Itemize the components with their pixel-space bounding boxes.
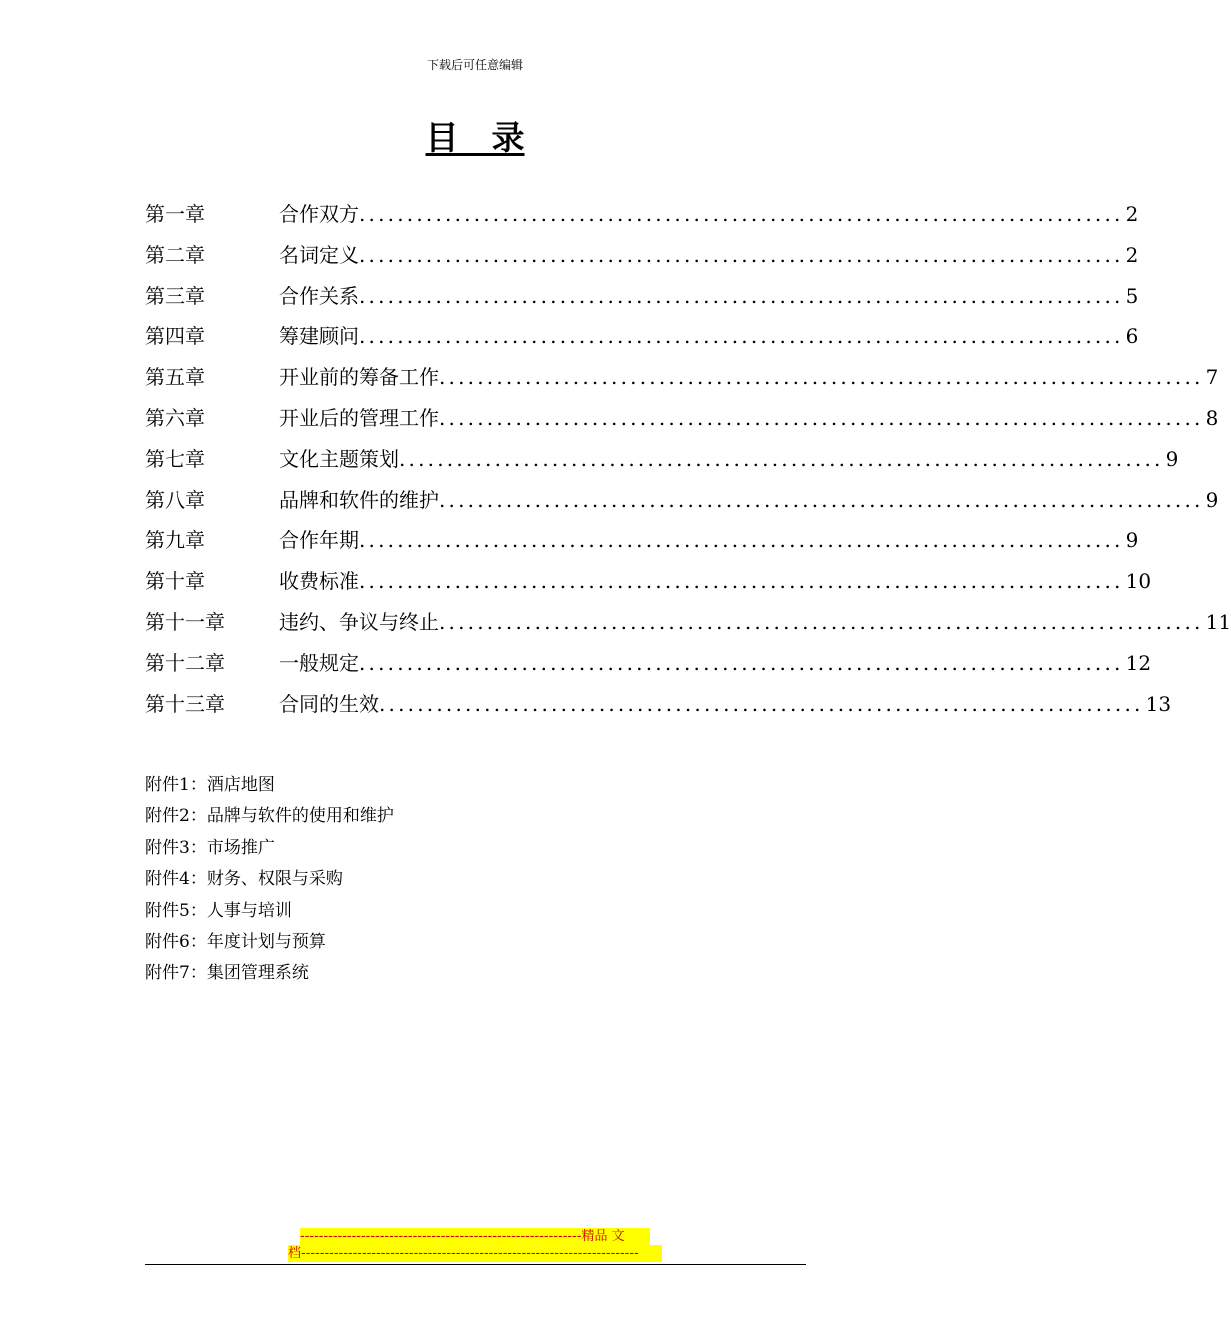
- appendix-item[interactable]: 附件2：品牌与软件的使用和维护: [145, 806, 394, 827]
- toc-leader-dots: ................................................................................: [359, 650, 1124, 675]
- toc-page-number: 2: [1125, 202, 1139, 226]
- toc-chapter-number: 第九章: [145, 528, 205, 553]
- toc-chapter-number: 第十三章: [145, 691, 225, 716]
- toc-page-number: 5: [1125, 283, 1139, 308]
- toc-page-number: 6: [1125, 324, 1139, 349]
- toc-entry[interactable]: [145, 606, 1231, 647]
- toc-page-number: 8: [1205, 405, 1219, 430]
- toc-leader-dots: ................................................................................: [359, 569, 1124, 594]
- toc-chapter-title: 合同的生效: [279, 691, 379, 716]
- toc-leader-dots: ................................................................................: [359, 242, 1124, 267]
- toc-chapter-title: 品牌和软件的维护: [279, 487, 439, 512]
- toc-chapter-title: 合作关系: [279, 283, 359, 308]
- toc-entry[interactable]: [145, 484, 1219, 525]
- toc-leader-dots: ................................................................................: [359, 283, 1124, 308]
- toc-entry[interactable]: [145, 239, 1139, 280]
- appendix-item[interactable]: 附件5：人事与培训: [145, 900, 292, 921]
- toc-entry[interactable]: [145, 320, 1139, 361]
- toc-leader-dots: ................................................................................: [399, 446, 1164, 471]
- toc-chapter-number: 第三章: [145, 283, 205, 308]
- appendix-item[interactable]: 附件1：酒店地图: [145, 775, 275, 795]
- toc-page-number: 10: [1125, 569, 1152, 594]
- toc-chapter-number: 第五章: [145, 365, 205, 390]
- appendix-item[interactable]: 附件7：集团管理系统: [145, 963, 309, 984]
- toc-entry[interactable]: [145, 524, 1139, 565]
- toc-chapter-number: 第七章: [145, 446, 205, 471]
- appendix-item[interactable]: 附件6：年度计划与预算: [145, 931, 326, 952]
- toc-chapter-number: 第一章: [145, 202, 205, 226]
- toc-leader-dots: ................................................................................: [439, 365, 1204, 390]
- toc-leader-dots: ................................................................................: [439, 405, 1204, 430]
- toc-chapter-number: 第八章: [145, 487, 205, 512]
- toc-leader-dots: ................................................................................: [439, 609, 1204, 634]
- toc-chapter-title: 合作年期: [279, 528, 359, 553]
- toc-page-number: 13: [1145, 691, 1172, 716]
- appendix-item[interactable]: 附件3：市场推广: [145, 837, 275, 858]
- footer-line-1: ------------------------------------------------------------精品 文: [300, 1228, 650, 1245]
- toc-chapter-title: 文化主题策划: [279, 446, 399, 471]
- appendix-list: [145, 770, 645, 990]
- toc-chapter-title: 筹建顾问: [279, 324, 359, 349]
- toc-leader-dots: ................................................................................: [359, 528, 1124, 553]
- toc-entry[interactable]: [145, 280, 1139, 321]
- toc-entry[interactable]: [145, 688, 1172, 729]
- toc-page-number: 12: [1125, 650, 1152, 675]
- toc-chapter-title: 合作双方: [279, 202, 359, 226]
- toc-entry[interactable]: [145, 402, 1219, 443]
- toc-leader-dots: ................................................................................: [379, 691, 1144, 716]
- toc-page-number: 9: [1125, 528, 1139, 553]
- toc-chapter-number: 第十二章: [145, 650, 225, 675]
- toc-leader-dots: ................................................................................: [359, 202, 1124, 226]
- footer-line-2: 档------------------------------------------------------------------------: [288, 1245, 662, 1262]
- toc-entry[interactable]: [145, 443, 1179, 484]
- appendix-item[interactable]: 附件4：财务、权限与采购: [145, 869, 343, 890]
- footer-divider: [145, 1264, 806, 1265]
- toc-entry[interactable]: [145, 361, 1219, 402]
- toc-chapter-number: 第六章: [145, 405, 205, 430]
- toc-page-number: 9: [1165, 446, 1179, 471]
- page-title-container: [0, 112, 950, 159]
- page-header: 下载后可任意编辑: [426, 58, 523, 72]
- toc-chapter-title: 名词定义: [279, 242, 359, 267]
- toc-chapter-number: 第二章: [145, 242, 205, 267]
- toc-page-number: 7: [1205, 365, 1219, 390]
- toc-leader-dots: ................................................................................: [439, 487, 1204, 512]
- page-title: 目 录: [425, 118, 525, 157]
- toc-leader-dots: ................................................................................: [359, 324, 1124, 349]
- toc-chapter-title: 收费标准: [279, 569, 359, 594]
- toc-chapter-title: 开业后的管理工作: [279, 405, 439, 430]
- toc-entry[interactable]: [145, 647, 1152, 688]
- toc-entry[interactable]: [145, 565, 1152, 606]
- toc-chapter-number: 第十一章: [145, 609, 225, 634]
- toc-page-number: 11: [1205, 609, 1231, 634]
- toc-page-number: 9: [1205, 487, 1219, 512]
- toc-chapter-number: 第四章: [145, 324, 205, 349]
- toc-entry[interactable]: [145, 198, 1139, 239]
- table-of-contents: [145, 198, 1231, 728]
- toc-chapter-title: 一般规定: [279, 650, 359, 675]
- toc-chapter-title: 违约、争议与终止: [279, 609, 439, 634]
- toc-chapter-number: 第十章: [145, 569, 205, 594]
- toc-page-number: 2: [1125, 242, 1139, 267]
- toc-chapter-title: 开业前的筹备工作: [279, 365, 439, 390]
